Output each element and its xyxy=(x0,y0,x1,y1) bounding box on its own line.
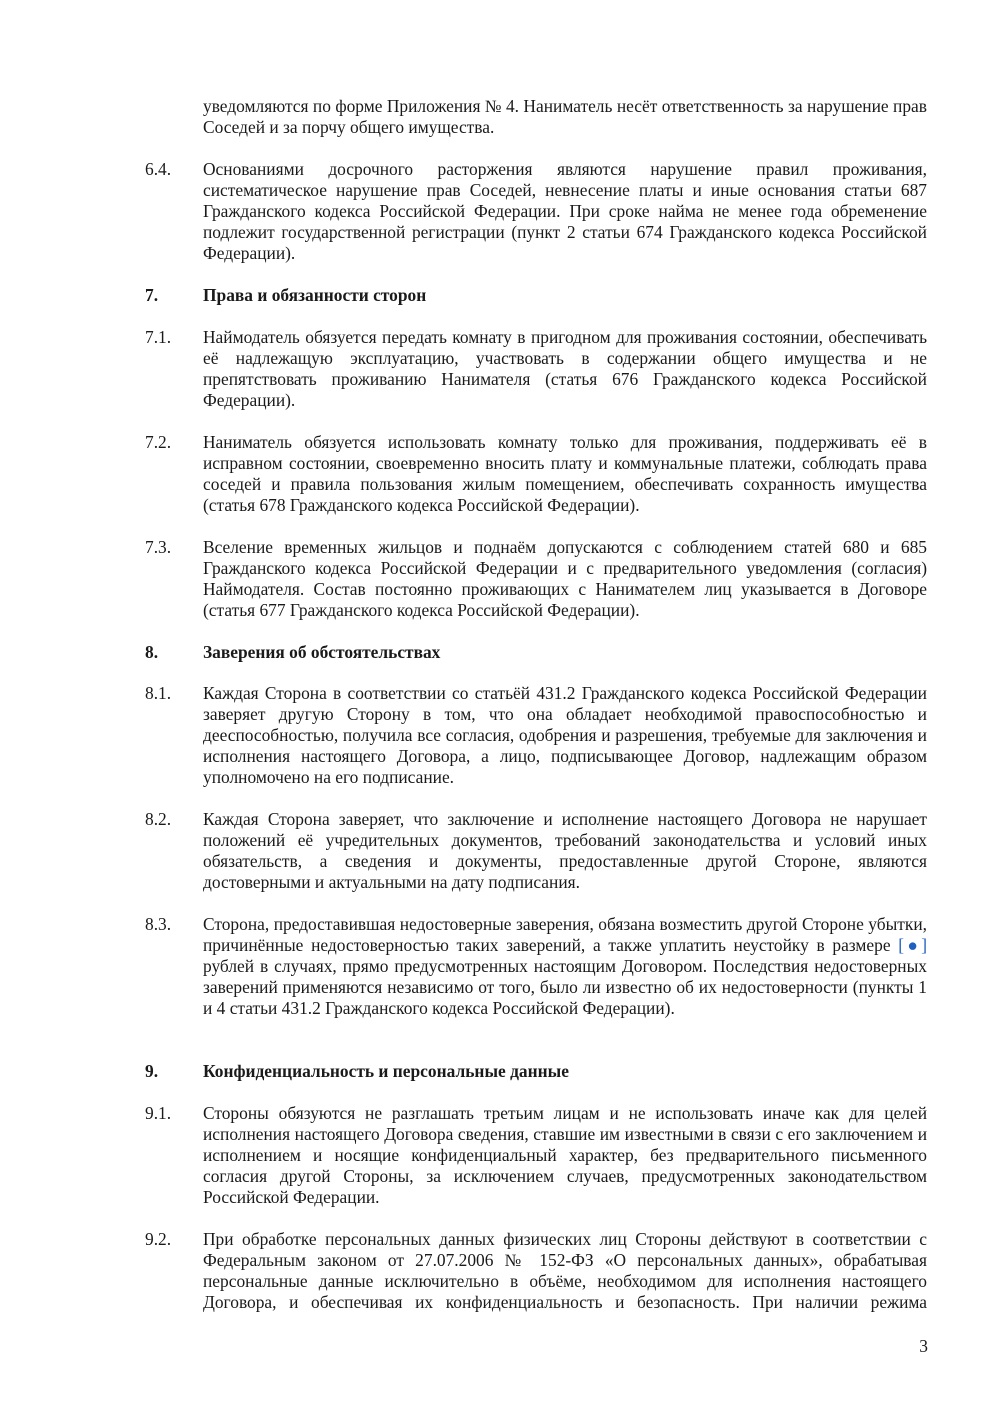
clause-text: Стороны обязуются не разглашать третьим лицам и не использовать иначе как для целей исполнения настоящего Договора сведения, ставшие им известными в связи с его заключением и исполнением и носящие конфиденциальный характер, без предварительного письменного согласия другой Стороны, за исключением случаев, предусмотренных законодательством Российской Федерации. xyxy=(203,1103,927,1207)
clause-number: 6.4. xyxy=(145,159,172,179)
section-number: 8. xyxy=(145,642,159,662)
clause-8-1 xyxy=(145,683,927,788)
clause-text-part: рублей в случаях, прямо предусмотренных настоящим Договором. Последствия недостоверных заверений применяются независимо от того, было ли известно об их недостоверности (пункты 1 и 4 статьи 431.2 Гражданского кодекса Российской Федерации). xyxy=(203,956,927,1018)
amount-placeholder: [●] xyxy=(898,935,927,955)
clause-text: При обработке персональных данных физических лиц Стороны действуют в соответствии с Федеральным законом от 27.07.2006 № 152-ФЗ «О персональных данных», обрабатывая персональные данные исключительно в объёме, необходимом для исполнения настоящего Договора, и обеспечивая их конфиденциальность и безопасность. При наличии режима xyxy=(203,1229,927,1312)
clause-number: 9.2. xyxy=(145,1229,172,1249)
continued-paragraph: уведомляются по форме Приложения № 4. Наниматель несёт ответственность за нарушение прав Соседей и за порчу общего имущества. xyxy=(203,96,927,137)
section-title: Заверения об обстоятельствах xyxy=(203,642,441,662)
section-9-heading xyxy=(145,1061,927,1082)
clause-number: 8.1. xyxy=(145,683,172,703)
clause-8-3 xyxy=(145,914,927,1019)
clause-number: 9.1. xyxy=(145,1103,172,1123)
clause-7-2 xyxy=(145,432,927,516)
clause-number: 8.3. xyxy=(145,914,172,934)
clause-9-1 xyxy=(145,1103,927,1208)
page-number: 3 xyxy=(919,1336,928,1356)
clause-text: Вселение временных жильцов и поднаём допускаются с соблюдением статей 680 и 685 Гражданского кодекса Российской Федерации и с предварительного уведомления (согласия) Наймодателя. Состав постоянно проживающих с Нанимателем лиц указывается в Договоре (статья 677 Гражданского кодекса Российской Федерации). xyxy=(203,537,927,620)
clause-number: 8.2. xyxy=(145,809,172,829)
clause-text: Основаниями досрочного расторжения являются нарушение правил проживания, систематическое нарушение прав Соседей, невнесение платы и иные основания статьи 687 Гражданского кодекса Российской Федерации. При сроке найма не менее года обременение подлежит государственной регистрации (пункт 2 статьи 674 Гражданского кодекса Российской Федерации). xyxy=(203,159,927,263)
section-8-heading xyxy=(145,642,927,663)
clause-number: 7.3. xyxy=(145,537,172,557)
section-number: 7. xyxy=(145,285,159,305)
clause-7-1 xyxy=(145,327,927,411)
section-7-heading xyxy=(145,285,927,306)
clause-text: Наниматель обязуется использовать комнату только для проживания, поддерживать её в исправном состоянии, своевременно вносить плату и коммунальные платежи, соблюдать права соседей и правила пользования жилым помещением, обеспечивать сохранность имущества (статья 678 Гражданского кодекса Российской Федерации). xyxy=(203,432,927,515)
clause-8-2 xyxy=(145,809,927,893)
section-number: 9. xyxy=(145,1061,159,1081)
clause-number: 7.2. xyxy=(145,432,172,452)
section-title: Конфиденциальность и персональные данные xyxy=(203,1061,569,1081)
clause-text xyxy=(203,914,927,1019)
clause-text: Каждая Сторона в соответствии со статьёй 431.2 Гражданского кодекса Российской Федерации заверяет другую Сторону в том, что она обладает необходимой правоспособностью и дееспособностью, получила все согласия, одобрения и разрешения, требуемые для заключения и исполнения настоящего Договора, а лицо, подписывающее Договор, надлежащим образом уполномочено на его подписание. xyxy=(203,683,927,787)
clause-6-4 xyxy=(145,159,927,264)
clause-text: Каждая Сторона заверяет, что заключение и исполнение настоящего Договора не нарушает положений её учредительных документов, требований законодательства и условий иных обязательств, а сведения и документы, предоставленные другой Стороне, являются достоверными и актуальными на дату подписания. xyxy=(203,809,927,892)
clause-7-3 xyxy=(145,537,927,621)
clause-number: 7.1. xyxy=(145,327,172,347)
clause-9-2 xyxy=(145,1229,927,1313)
section-title: Права и обязанности сторон xyxy=(203,285,427,305)
clause-text-part: Сторона, предоставившая недостоверные заверения, обязана возместить другой Стороне убытки, причинённые недостоверностью таких заверений, а также уплатить неустойку в размере xyxy=(203,914,927,955)
clause-text: Наймодатель обязуется передать комнату в пригодном для проживания состоянии, обеспечивать её надлежащую эксплуатацию, участвовать в содержании общего имущества и не препятствовать проживанию Нанимателя (статья 676 Гражданского кодекса Российской Федерации). xyxy=(203,327,927,410)
